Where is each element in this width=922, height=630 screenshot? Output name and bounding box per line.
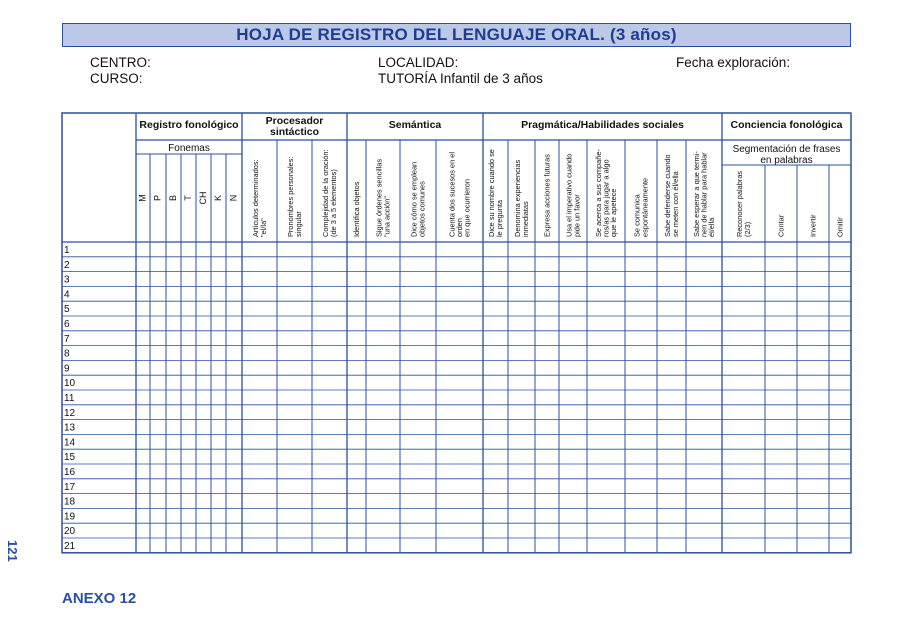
row-number: 16	[64, 467, 76, 478]
row-number: 20	[64, 526, 76, 538]
column-header: Dice su nombre cuando se	[487, 149, 497, 237]
row-number: 11	[64, 393, 75, 404]
fonemas-subheader: Fonemas	[168, 143, 210, 154]
row-number: 3	[64, 274, 70, 286]
column-header: objetos comunes	[417, 181, 427, 237]
row-number: 19	[64, 511, 76, 523]
column-header: Artículos determinados:	[251, 159, 261, 237]
group-header: sintáctico	[269, 126, 320, 138]
group-header: Procesador	[265, 115, 324, 127]
group-header: Semántica	[388, 119, 442, 131]
column-header: en que ocurrieron	[462, 179, 472, 237]
anexo-label: ANEXO 12	[62, 590, 137, 607]
tutoria-label: TUTORÍA Infantil de 3 años	[378, 71, 543, 86]
row-number: 4	[64, 289, 70, 301]
column-header: N	[228, 194, 239, 202]
column-header: B	[168, 194, 178, 202]
group-header: Pragmática/Habilidades sociales	[521, 119, 684, 131]
column-header: Contar	[776, 214, 786, 237]
column-header: que le apetece	[609, 188, 619, 237]
column-header: Sabe defenderse cuando	[663, 154, 673, 237]
localidad-label: LOCALIDAD:	[378, 55, 459, 70]
row-number: 18	[64, 496, 76, 508]
column-header: Identifica objetos	[352, 181, 361, 237]
page-title: HOJA DE REGISTRO DEL LENGUAJE ORAL. (3 años)	[236, 25, 677, 44]
row-number: 7	[64, 333, 70, 345]
column-header: M	[137, 194, 148, 202]
column-header: "una acción"	[382, 196, 392, 237]
row-number: 17	[64, 481, 76, 493]
column-header: CH	[198, 191, 208, 205]
column-header: T	[183, 195, 193, 201]
column-header: él/ella	[707, 217, 717, 237]
column-header: Reconocer palabras	[735, 170, 745, 237]
column-header: (de 3 a 5 elementos)	[328, 169, 338, 237]
column-header: Dice cómo se emplean	[409, 161, 419, 237]
column-header: le pregunta	[494, 200, 504, 237]
row-number: 5	[64, 304, 70, 316]
column-header: Cuenta dos sucesos en el	[447, 151, 457, 237]
segmentacion-subheader: Segmentación de frases	[732, 144, 841, 155]
column-header: Invertir	[808, 214, 818, 237]
column-header: Sigue órdenes sencillas	[374, 158, 384, 237]
row-number: 6	[64, 319, 70, 330]
column-header: Denomina experiencias	[513, 159, 523, 237]
segmentacion-subheader: en palabras	[760, 155, 813, 166]
column-header: Usa el imperativo cuando	[564, 153, 574, 237]
column-header: singular	[293, 211, 303, 237]
column-header: nen de hablar para hablar	[699, 152, 709, 237]
column-header: Se comunica	[632, 194, 642, 237]
row-number: 15	[64, 452, 76, 464]
column-header: espontáneamente	[640, 177, 650, 237]
column-header: Sabe esperar a que termi-	[691, 151, 701, 237]
curso-label: CURSO:	[90, 71, 143, 86]
row-number: 21	[64, 541, 76, 552]
fecha-label: Fecha exploración:	[676, 55, 791, 70]
column-header: (2/3)	[742, 221, 752, 237]
column-header: Complejidad de la oración:	[321, 149, 331, 237]
column-header: pide un favor	[572, 194, 582, 237]
row-number: 10	[64, 378, 76, 390]
row-number: 2	[64, 259, 70, 271]
row-number: 12	[64, 407, 76, 419]
row-number: 1	[64, 245, 70, 256]
row-number: 8	[64, 348, 70, 360]
row-number: 14	[64, 437, 76, 449]
table-border	[62, 113, 851, 553]
centro-label: CENTRO:	[90, 55, 151, 70]
column-header: P	[152, 194, 163, 202]
column-header: se meten con él/ella	[670, 171, 680, 237]
row-number: 13	[64, 422, 76, 434]
column-header: Se acerca a sus compañe-	[593, 149, 603, 237]
column-header: orden	[455, 218, 464, 237]
column-header: ros/as para jugar a algo	[601, 159, 611, 237]
row-number: 9	[64, 363, 70, 375]
column-header: "el/la"	[258, 218, 268, 237]
column-header: K	[213, 194, 223, 202]
column-header: inmediatas	[520, 201, 530, 237]
column-header: Expresa acciones futuras	[542, 154, 552, 237]
column-header: Pronombres personales:	[286, 156, 296, 237]
group-header: Registro fonológico	[139, 119, 239, 131]
page-number: 121	[5, 540, 20, 562]
column-header: Omitir	[835, 217, 845, 237]
group-header: Conciencia fonológica	[730, 119, 843, 131]
